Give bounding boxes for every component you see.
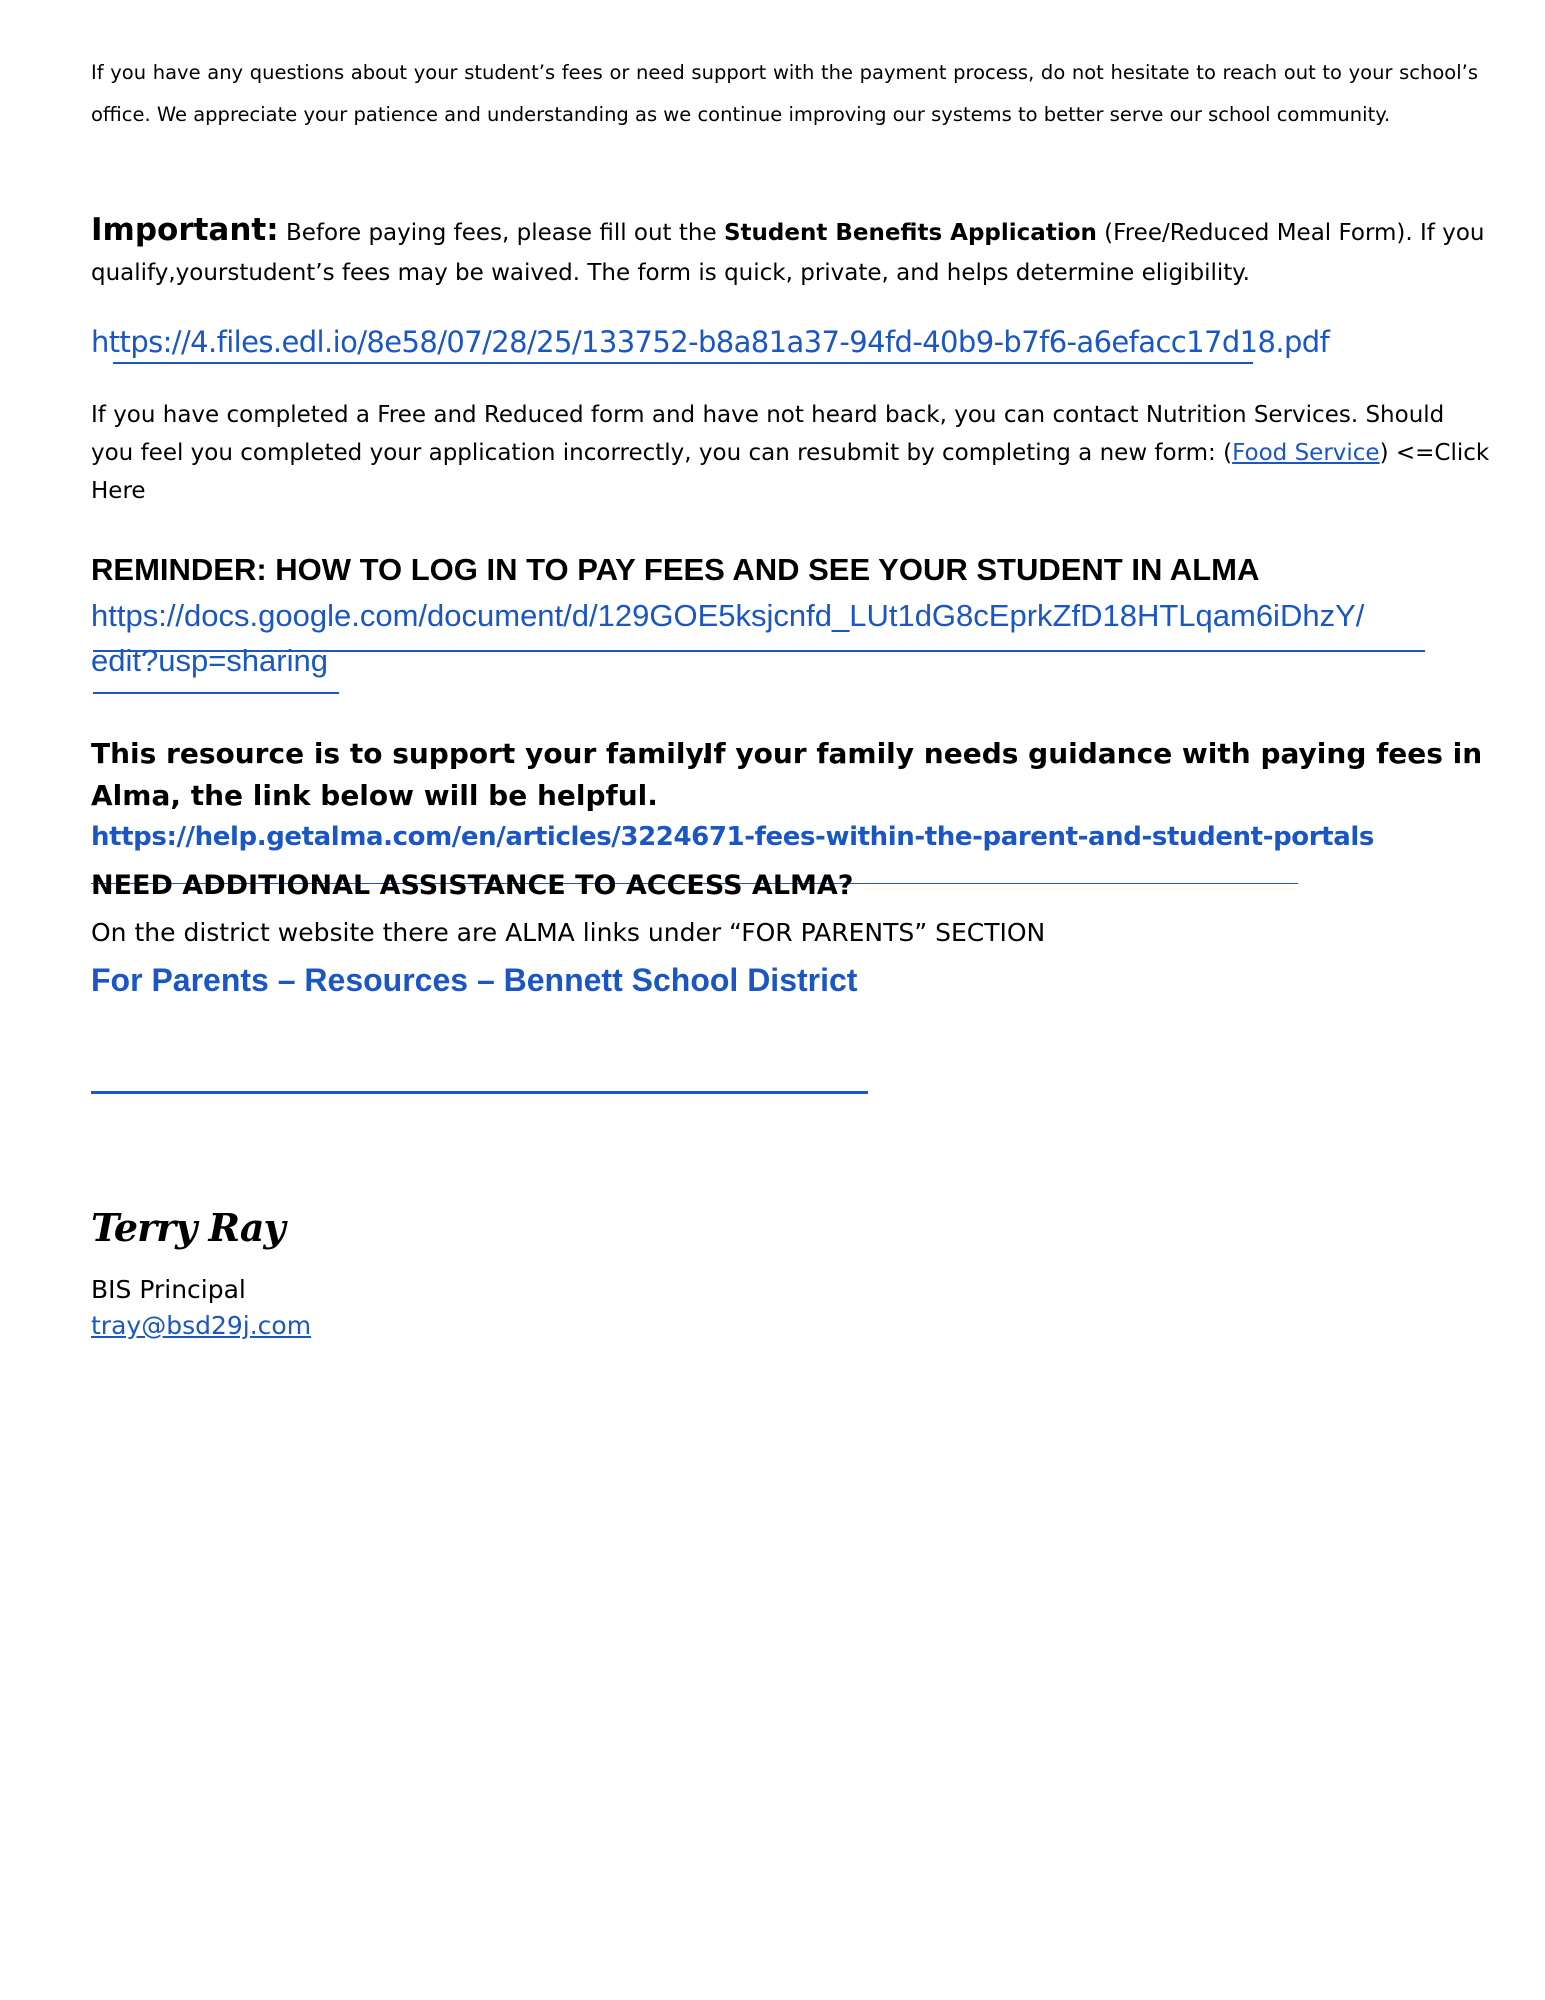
benefits-form-name: Student Benefits Application xyxy=(723,220,1097,246)
for-parents-resources-link[interactable]: For Parents – Resources – Bennett School District xyxy=(91,962,858,998)
nutrition-note-line-1: If you have completed a Free and Reduced form and have not heard back, you can contact Nutrition Services. Should xyxy=(91,402,1445,428)
login-guide-link-line-1[interactable]: https://docs.google.com/document/d/129GOE5ksjcnfd_LUt1dG8cEprkZfD18HTLqam6iDhzY/ xyxy=(91,598,1365,633)
signer-title: BIS Principal xyxy=(91,1275,246,1304)
login-guide-link-line-2[interactable]: edit?usp=sharing xyxy=(91,643,328,678)
important-notice-line-1 xyxy=(91,212,1484,248)
nutrition-note-line-2 xyxy=(91,440,1489,466)
important-label: Important: xyxy=(91,212,279,248)
login-guide-link-underline-2 xyxy=(93,692,339,694)
resource-text-line-1b: If your family needs guidance with paying fees in xyxy=(703,737,1483,770)
nutrition-text-pre: you feel you completed your application incorrectly, you can resubmit by completing a new form: ( xyxy=(91,440,1233,466)
important-text-pre: Before paying fees, please fill out the xyxy=(278,220,724,246)
food-service-link[interactable]: Food Service xyxy=(1232,440,1380,466)
reminder-heading: REMINDER: HOW TO LOG IN TO PAY FEES AND SEE YOUR STUDENT IN ALMA xyxy=(91,552,1260,587)
intro-paragraph: If you have any questions about your student’s fees or need support with the payment process, do not hesitate to reach out to your school’s office. We appreciate your patience and understanding as we continue improving our systems to better serve our school community. xyxy=(91,61,1478,126)
pdf-link-underline xyxy=(113,362,1253,364)
for-parents-link-underline xyxy=(91,1091,868,1094)
resource-text-line-1a: This resource is to support your family. xyxy=(91,737,712,770)
district-website-note: On the district website there are ALMA links under “FOR PARENTS” SECTION xyxy=(91,918,1046,947)
nutrition-text-post: ) <=Click xyxy=(1379,440,1490,466)
benefits-form-pdf-link[interactable]: https://4.files.edl.io/8e58/07/28/25/133752-b8a81a37-94fd-40b9-b7f6-a6efacc17d18.pdf xyxy=(91,325,1330,359)
nutrition-note-line-3: Here xyxy=(91,478,146,504)
assistance-heading: NEED ADDITIONAL ASSISTANCE TO ACCESS ALMA? xyxy=(91,870,854,901)
principal-email-link[interactable]: tray@bsd29j.com xyxy=(91,1311,312,1340)
principal-signature: Terry Ray xyxy=(91,1205,285,1250)
important-notice-line-2: qualify,yourstudent’s fees may be waived. The form is quick, private, and helps determine eligibility. xyxy=(91,260,1250,286)
resource-text-line-2: Alma, the link below will be helpful. xyxy=(91,779,658,812)
alma-fees-help-link[interactable]: https://help.getalma.com/en/articles/3224671-fees-within-the-parent-and-student-portals xyxy=(91,822,1374,852)
important-text-post: (Free/Reduced Meal Form). If you xyxy=(1096,220,1485,246)
